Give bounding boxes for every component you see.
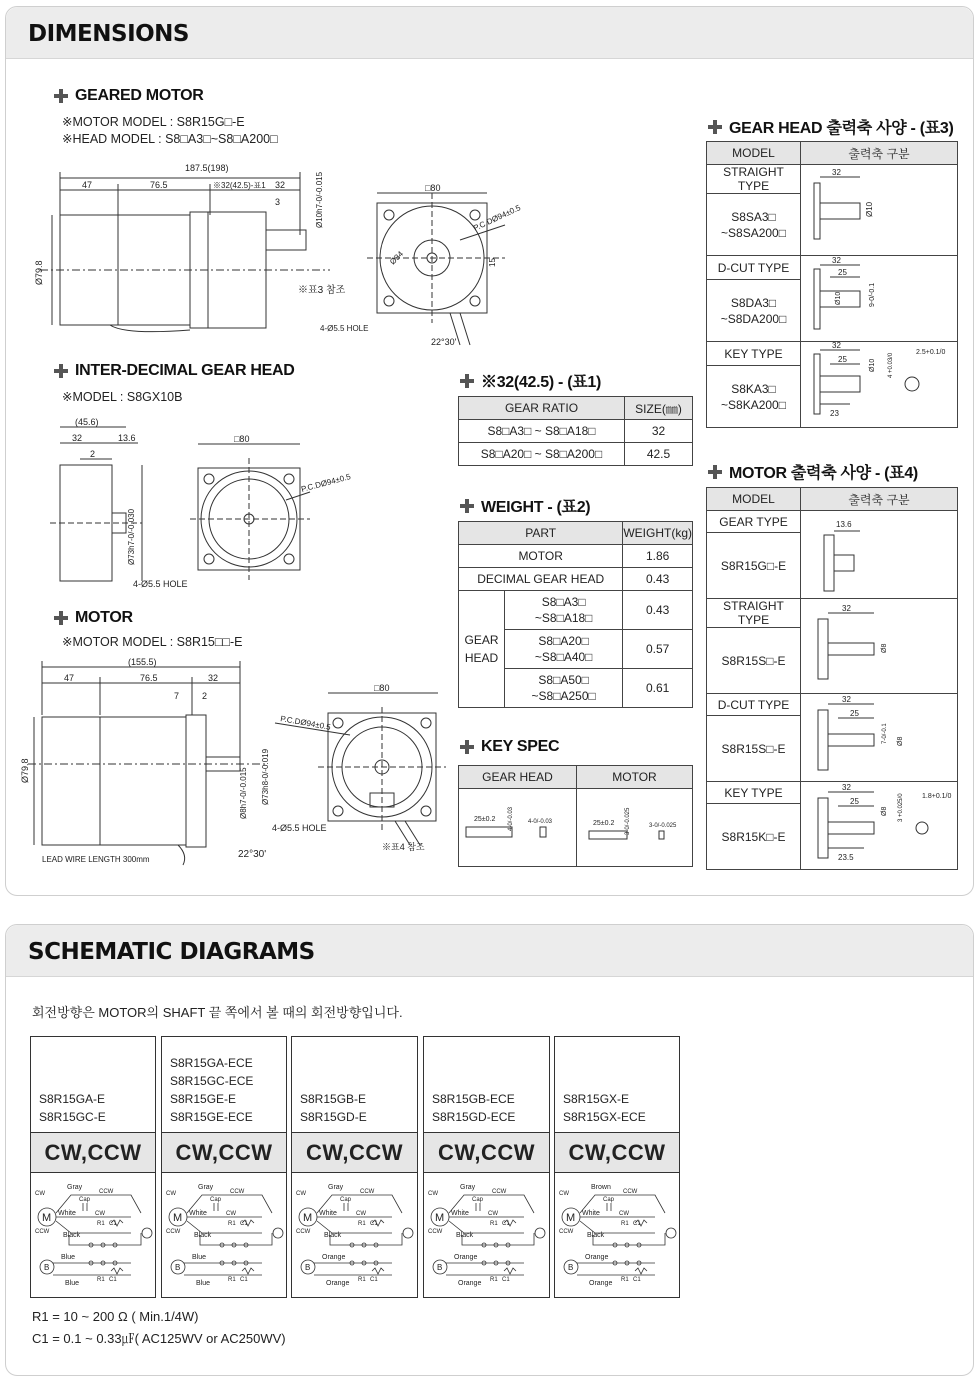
dim-label: □80 xyxy=(425,183,441,193)
geared-motor-notes: ※MOTOR MODEL : S8R15G□-E ※HEAD MODEL : S8□A3□~S8□A200□ xyxy=(62,115,278,146)
wire-color-label: Orange xyxy=(454,1254,478,1261)
wiring-svg xyxy=(162,1173,286,1297)
circuit-label: C1 xyxy=(240,1221,248,1227)
dim-label: Ø10 xyxy=(865,201,874,217)
wire-color-label: Blue xyxy=(61,1254,76,1261)
model-list: S8R15GA-E S8R15GC-E xyxy=(31,1037,155,1133)
rotation-description: 회전방향은 MOTOR의 SHAFT 끝 쪽에서 볼 때의 회전방향입니다. xyxy=(32,1005,403,1020)
circuit-label: R1 xyxy=(621,1277,629,1283)
gear-ratio-table xyxy=(458,396,693,466)
dim-label: Ø10 xyxy=(835,291,842,305)
dim-label: 76.5 xyxy=(140,673,158,683)
gear-head-shaft-table xyxy=(706,141,958,428)
wiring-svg xyxy=(424,1173,548,1297)
circuit-label: CW xyxy=(296,1191,306,1197)
circuit-label: C1 xyxy=(109,1277,117,1283)
rotation-label: CW,CCW xyxy=(555,1133,679,1173)
circuit-label: CCW xyxy=(559,1229,574,1235)
table-row: S8R15S□-E xyxy=(707,628,958,694)
resistor xyxy=(111,1268,123,1274)
dim-label: P.C.DØ94±0.5 xyxy=(472,203,523,233)
key-shaft-drawing xyxy=(804,342,954,424)
circuit-label: R1 xyxy=(358,1277,366,1283)
weight-table xyxy=(458,521,693,708)
circuit-label: CW xyxy=(356,1211,366,1217)
wiring-lines xyxy=(169,1195,283,1275)
schematic-box xyxy=(291,1036,418,1298)
gear-head-heading: INTER-DECIMAL GEAR HEAD xyxy=(54,362,294,380)
plus-icon xyxy=(54,611,68,625)
ac-source-icon xyxy=(142,1228,152,1238)
plus-icon xyxy=(460,499,474,513)
dim-label: □80 xyxy=(234,434,250,444)
circuit-label: C1 xyxy=(633,1221,641,1227)
circuit-label: CW xyxy=(35,1191,45,1197)
schematic-title: SCHEMATIC DIAGRAMS xyxy=(28,939,315,965)
motor-label: M xyxy=(173,1212,183,1224)
wire-color-label: Blue xyxy=(65,1280,80,1287)
wire-color-label: White xyxy=(451,1210,469,1217)
circuit-label: Cap xyxy=(340,1197,352,1203)
dim-label: 2.5+0.1/0 xyxy=(916,349,946,356)
circuit-label: CCW xyxy=(296,1229,311,1235)
table-row: S8R15G□-E xyxy=(707,533,958,599)
motor-label: M xyxy=(435,1212,445,1224)
circuit-label: C1 xyxy=(370,1221,378,1227)
d-cut-shaft-drawing xyxy=(804,257,954,337)
gear-head-side-drawing xyxy=(30,415,200,590)
dim-label: 7-0/-0.1 xyxy=(882,723,888,744)
wire-color-label: White xyxy=(319,1210,337,1217)
dim-label: 32 xyxy=(832,167,841,177)
circuit-label: R1 xyxy=(97,1221,105,1227)
circuit-label: CCW xyxy=(428,1229,443,1235)
dim-label: 32 xyxy=(842,603,851,613)
dim-label: 47 xyxy=(64,673,75,683)
table2-heading: WEIGHT - (표2) xyxy=(460,494,590,517)
schematic-box xyxy=(161,1036,287,1298)
dim-label: 9-0/-0.1 xyxy=(869,282,876,307)
circuit-label: C1 xyxy=(370,1277,378,1283)
table-row: MOTOR 1.86 xyxy=(459,545,693,568)
wire-color-label: Black xyxy=(587,1232,605,1239)
table-row: STRAIGHT TYPE 32 Ø8 xyxy=(707,599,958,628)
circuit-label: CW xyxy=(226,1211,236,1217)
model-list: S8R15GA-ECE S8R15GC-ECE S8R15GE-E S8R15GE-ECE xyxy=(162,1037,286,1133)
circuit-label: CW xyxy=(166,1191,176,1197)
table-row: S8DA3□ ~S8DA200□ xyxy=(707,280,958,342)
wiring-svg xyxy=(31,1173,155,1297)
wire-color-label: Gray xyxy=(328,1184,344,1191)
wiring-diagram xyxy=(31,1173,155,1297)
circuit-label: C1 xyxy=(502,1277,510,1283)
dim-label: 47 xyxy=(82,180,93,190)
table-row: S8KA3□ ~S8KA200□ xyxy=(707,366,958,428)
resistor xyxy=(242,1268,254,1274)
dim-label: Ø34 xyxy=(388,249,406,267)
circuit-label: C1 xyxy=(240,1277,248,1283)
wire-color-label: Orange xyxy=(326,1280,350,1287)
wire-color-label: White xyxy=(582,1210,600,1217)
wire-color-label: Orange xyxy=(589,1280,613,1287)
table-row: GEAR HEAD S8□A3□ ~S8□A18□ 0.43 xyxy=(459,591,693,630)
dim-label: 3 +0.025/0 xyxy=(898,793,904,822)
circuit-label: R1 xyxy=(490,1221,498,1227)
straight-motor-shaft-drawing xyxy=(804,603,954,687)
dim-label: ※표4 참조 xyxy=(382,842,425,852)
ac-source-icon xyxy=(273,1228,283,1238)
circuit-label: CCW xyxy=(492,1189,507,1195)
table4-heading: MOTOR 출력축 사양 - (표4) xyxy=(708,460,918,483)
dim-label: 2 xyxy=(90,449,96,459)
wiring-diagram xyxy=(555,1173,679,1297)
brake-label: B xyxy=(305,1263,311,1272)
dim-label: P.C.DØ94±0.5 xyxy=(279,714,332,732)
resistor xyxy=(504,1268,516,1274)
dim-label: P.C.DØ94±0.5 xyxy=(300,472,352,494)
dim-label: 25±0.2 xyxy=(473,816,495,823)
brake-label: B xyxy=(568,1263,574,1272)
dim-label: 25 xyxy=(838,355,847,364)
table1-heading: ※32(42.5) - (표1) xyxy=(460,369,601,392)
circuit-label: Cap xyxy=(603,1197,615,1203)
d-cut-motor-shaft-drawing xyxy=(804,694,954,778)
circuit-label: CCW xyxy=(360,1189,375,1195)
wiring-diagram xyxy=(162,1173,286,1297)
plus-icon xyxy=(460,740,474,754)
brake-label: B xyxy=(44,1263,50,1272)
dim-label: Ø8 xyxy=(881,806,888,816)
key-spec-table xyxy=(458,765,693,867)
dim-label: ※32(42.5)-표1 xyxy=(213,181,266,190)
dim-label: Ø10 xyxy=(869,358,876,372)
table-header: WEIGHT(kg) xyxy=(623,522,693,545)
geared-motor-side-drawing xyxy=(30,160,370,350)
table-header: MODEL xyxy=(707,488,801,511)
table-row: S8R15K□-E xyxy=(707,804,958,870)
dim-label: 32 xyxy=(275,180,286,190)
motor-note: ※MOTOR MODEL : S8R15□□-E xyxy=(62,635,243,649)
plus-icon xyxy=(460,374,474,388)
dim-label: 25 xyxy=(850,797,859,806)
dim-label: 7 xyxy=(174,691,180,701)
dimensions-header xyxy=(6,7,973,59)
dim-label: 32 xyxy=(832,341,841,350)
straight-shaft-drawing xyxy=(804,169,954,249)
table-header: GEAR HEAD xyxy=(459,766,577,789)
table-header: PART xyxy=(459,522,623,545)
motor-heading: MOTOR xyxy=(54,609,133,627)
circuit-label: CW xyxy=(619,1211,629,1217)
table-header: 출력축 구분 xyxy=(801,142,958,165)
schematic-header xyxy=(6,925,973,977)
dim-label: 23.5 xyxy=(838,853,854,862)
wire-color-label: Blue xyxy=(196,1280,211,1287)
motor-label: M xyxy=(42,1212,52,1224)
table-header: 출력축 구분 xyxy=(801,488,958,511)
wire-color-label: Black xyxy=(456,1232,474,1239)
table-row: S8□A20□ ~S8□A40□ 0.57 xyxy=(459,630,693,669)
key-spec-heading: KEY SPEC xyxy=(460,738,559,756)
circuit-label: C1 xyxy=(109,1221,117,1227)
dim-label: LEAD WIRE LENGTH 300mm xyxy=(42,855,150,864)
dim-label: Ø73h8-0/-0.019 xyxy=(261,748,270,805)
gear-head-cell: GEAR HEAD xyxy=(459,591,505,708)
wire-color-label: Gray xyxy=(198,1184,214,1191)
wire-color-label: Gray xyxy=(67,1184,83,1191)
dim-label: □80 xyxy=(374,683,390,693)
resistor xyxy=(635,1268,647,1274)
wiring-diagram xyxy=(424,1173,549,1297)
circuit-label: R1 xyxy=(490,1277,498,1283)
wire-color-label: Orange xyxy=(585,1254,609,1261)
table-row: D-CUT TYPE 32 25 7-0/-0.1 Ø8 xyxy=(707,694,958,716)
dim-label: 4-Ø5.5 HOLE xyxy=(133,579,188,589)
circuit-label: R1 xyxy=(228,1221,236,1227)
table-row: DECIMAL GEAR HEAD 0.43 xyxy=(459,568,693,591)
rotation-label: CW,CCW xyxy=(292,1133,417,1173)
dim-label: 4-Ø5.5 HOLE xyxy=(320,324,369,333)
gear-head-note: ※MODEL : S8GX10B xyxy=(62,390,183,404)
model-list: S8R15GB-ECE S8R15GD-ECE xyxy=(424,1037,549,1133)
dim-label: 23 xyxy=(830,409,839,418)
gear-type-shaft-drawing xyxy=(804,511,954,595)
key-motor-shaft-drawing xyxy=(804,782,954,866)
dim-label: 15 xyxy=(488,258,497,267)
table-row: S8R15S□-E xyxy=(707,716,958,782)
circuit-label: R1 xyxy=(97,1277,105,1283)
circuit-label: R1 xyxy=(228,1277,236,1283)
table3-heading: GEAR HEAD 출력축 사양 - (표3) xyxy=(708,115,954,138)
dim-label: Ø8h7-0/-0.015 xyxy=(239,767,248,819)
dim-label: 32 xyxy=(72,433,83,443)
rotation-label: CW,CCW xyxy=(162,1133,286,1173)
circuit-label: CCW xyxy=(99,1189,114,1195)
table-row: GEAR TYPE 13.6 xyxy=(707,511,958,533)
dim-label: Ø10h7-0/-0.015 xyxy=(315,171,324,228)
dim-label: 32 xyxy=(208,673,219,683)
dim-label: Ø8 xyxy=(897,736,904,746)
wire-color-label: Orange xyxy=(322,1254,346,1261)
wiring-svg xyxy=(292,1173,416,1297)
table-row: KEY TYPE 32 25 23 Ø10 4 +0.03/0 2.5+0.1/0 xyxy=(707,342,958,366)
wire-color-label: Black xyxy=(194,1232,212,1239)
wiring-lines xyxy=(38,1195,152,1275)
table-row: D-CUT TYPE 32 25 Ø10 9-0/-0.1 xyxy=(707,256,958,280)
table-header: MOTOR xyxy=(577,766,693,789)
ac-source-icon xyxy=(535,1228,545,1238)
schematic-box xyxy=(30,1036,156,1298)
dim-label: 2 xyxy=(202,691,208,701)
table-header: GEAR RATIO xyxy=(459,397,625,420)
circuit-label: CCW xyxy=(35,1229,50,1235)
dim-label: 13.6 xyxy=(118,433,136,443)
circuit-label: CW xyxy=(559,1191,569,1197)
dim-label: 25 xyxy=(850,709,859,718)
dim-label: 4-0/-0.03 xyxy=(527,819,552,825)
dim-label: Ø8 xyxy=(881,643,888,653)
circuit-label: C1 xyxy=(502,1221,510,1227)
wiring-lines xyxy=(431,1195,545,1275)
dimensions-title: DIMENSIONS xyxy=(28,21,189,47)
rotation-label: CW,CCW xyxy=(31,1133,155,1173)
ac-source-icon xyxy=(666,1228,676,1238)
dim-label: 22°30' xyxy=(238,849,267,860)
wire-color-label: Black xyxy=(324,1232,342,1239)
circuit-label: Cap xyxy=(79,1197,91,1203)
dim-label: 4 +0.03/0 xyxy=(888,352,894,378)
wire-color-label: Orange xyxy=(458,1280,482,1287)
gear-head-front-drawing xyxy=(190,430,360,590)
rotation-label: CW,CCW xyxy=(424,1133,549,1173)
dim-label: Ø79.8 xyxy=(34,260,44,285)
ac-source-icon xyxy=(403,1228,413,1238)
brake-label: B xyxy=(175,1263,181,1272)
dim-label: 32 xyxy=(832,256,841,265)
dim-label: Ø73h7-0/-0.030 xyxy=(127,508,136,565)
wiring-lines xyxy=(562,1195,676,1275)
footnotes: R1 = 10 ~ 200 Ω ( Min.1/4W) C1 = 0.1 ~ 0.33㎌( AC125WV or AC250WV) xyxy=(32,1309,286,1346)
motor-label: M xyxy=(566,1212,576,1224)
table-row: S8□A20□ ~ S8□A200□ 42.5 xyxy=(459,443,693,466)
model-list: S8R15GX-E S8R15GX-ECE xyxy=(555,1037,679,1133)
circuit-label: C1 xyxy=(633,1277,641,1283)
wire-color-label: Black xyxy=(63,1232,81,1239)
circuit-label: CCW xyxy=(166,1229,181,1235)
circuit-label: R1 xyxy=(621,1221,629,1227)
dim-label: Ø79.8 xyxy=(20,758,30,783)
schematic-box xyxy=(423,1036,550,1298)
circuit-label: CW xyxy=(95,1211,105,1217)
wire-color-label: White xyxy=(189,1210,207,1217)
dim-label: 32 xyxy=(842,695,851,704)
dim-label: (155.5) xyxy=(128,657,157,667)
wire-color-label: White xyxy=(58,1210,76,1217)
table-header: SIZE(㎜) xyxy=(625,397,693,420)
dim-label: 13.6 xyxy=(836,520,852,529)
wiring-diagram xyxy=(292,1173,417,1297)
circuit-label: Cap xyxy=(210,1197,222,1203)
wiring-lines xyxy=(299,1195,413,1275)
table-row: S8SA3□ ~S8SA200□ xyxy=(707,194,958,256)
table-row: STRAIGHT TYPE 32 Ø10 xyxy=(707,165,958,194)
dim-label: 3 xyxy=(275,197,281,207)
dim-label: 3-0/-0.025 xyxy=(624,807,631,835)
plus-icon xyxy=(54,364,68,378)
dim-label: 187.5(198) xyxy=(185,163,229,173)
motor-front-drawing xyxy=(270,685,440,855)
resistor xyxy=(372,1268,384,1274)
wire-color-label: Brown xyxy=(591,1184,611,1191)
dim-label: 4-0/-0.03 xyxy=(507,806,514,831)
plus-icon xyxy=(708,120,722,134)
circuit-label: CW xyxy=(488,1211,498,1217)
table-row: S8□A50□ ~S8□A250□ 0.61 xyxy=(459,669,693,708)
dim-label: 25±0.2 xyxy=(592,820,614,827)
key-gearhead-drawing xyxy=(462,791,574,861)
dim-label: 22°30' xyxy=(431,337,457,347)
dim-label: 76.5 xyxy=(150,180,168,190)
circuit-label: CCW xyxy=(623,1189,638,1195)
circuit-label: CCW xyxy=(230,1189,245,1195)
schematic-box xyxy=(554,1036,680,1298)
circuit-label: Cap xyxy=(472,1197,484,1203)
dim-label: 3-0/-0.025 xyxy=(648,823,676,829)
dim-label: ※표3 참조 xyxy=(298,285,346,296)
brake-label: B xyxy=(437,1263,443,1272)
key-motor-drawing xyxy=(579,791,691,861)
circuit-label: CW xyxy=(428,1191,438,1197)
wire-color-label: Blue xyxy=(192,1254,207,1261)
dim-label: 32 xyxy=(842,783,851,792)
dim-label: (45.6) xyxy=(75,417,99,427)
table-row: KEY TYPE 32 25 23.5 Ø8 3 +0.025/0 1.8+0.1/0 xyxy=(707,782,958,804)
table-row: S8□A3□ ~ S8□A18□ 32 xyxy=(459,420,693,443)
plus-icon xyxy=(708,465,722,479)
model-list: S8R15GB-E S8R15GD-E xyxy=(292,1037,417,1133)
motor-shaft-table xyxy=(706,487,958,870)
dim-label: 4-Ø5.5 HOLE xyxy=(272,823,327,833)
wiring-svg xyxy=(555,1173,679,1297)
motor-label: M xyxy=(303,1212,313,1224)
wire-color-label: Gray xyxy=(460,1184,476,1191)
plus-icon xyxy=(54,89,68,103)
circuit-label: R1 xyxy=(358,1221,366,1227)
dim-label: 25 xyxy=(838,268,847,277)
dim-label: 1.8+0.1/0 xyxy=(922,793,952,800)
table-header: MODEL xyxy=(707,142,801,165)
geared-motor-heading: GEARED MOTOR xyxy=(54,87,204,105)
